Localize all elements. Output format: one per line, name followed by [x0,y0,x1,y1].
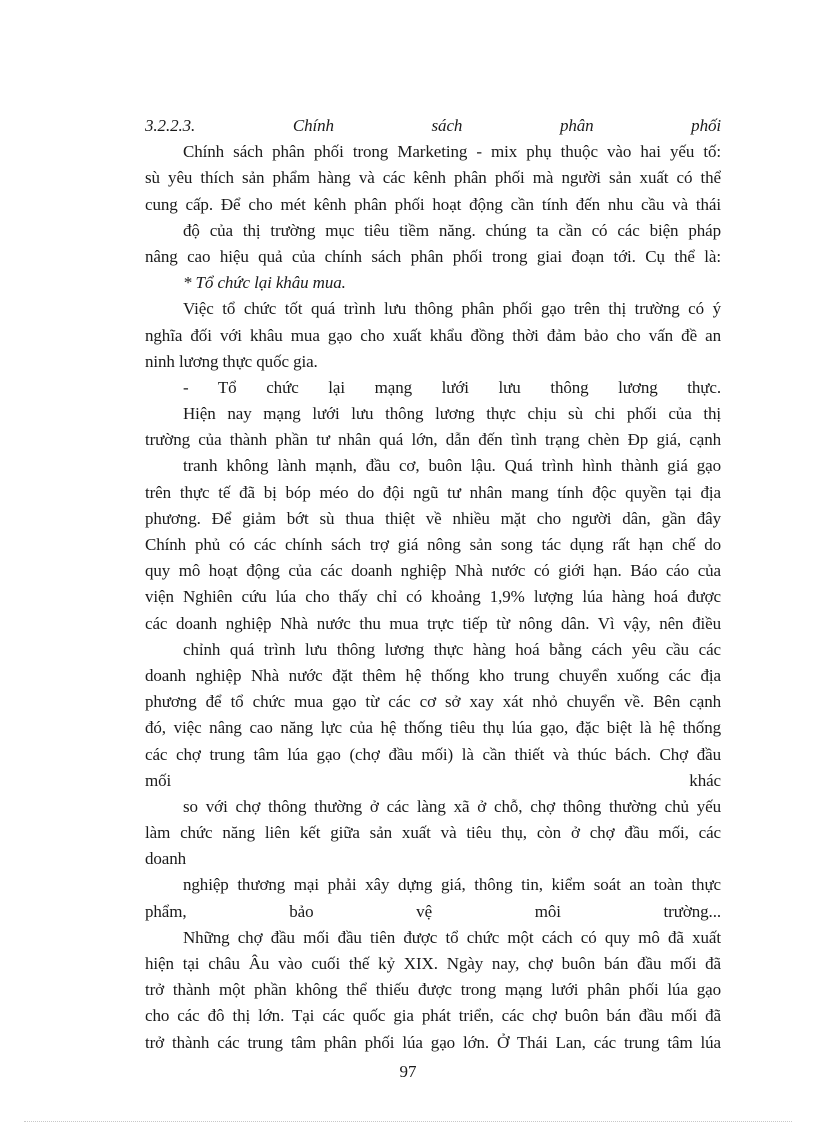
text-line: Việc tổ chức tốt quá trình lưu thông phân phối gạo trên thị trường có ý [183,299,721,319]
text-line: viện Nghiên cứu lúa cho thấy chỉ có khoảng 1,9% lượng lúa hàng hoá được [145,587,721,607]
text-line: làm chức năng liên kết giữa sản xuất và tiêu thụ, còn ở chợ đầu mối, các [145,823,721,843]
text-line: các doanh nghiệp Nhà nước thu mua trực tiếp từ nông dân. Vì vậy, nên điều [145,613,721,633]
text-line: chỉnh quá trình lưu thông lương thực hàng hoá bằng cách yêu cầu các [183,639,721,659]
text-line: tranh không lành mạnh, đầu cơ, buôn lậu. Quá trình hình thành giá gạo [183,456,721,476]
text-line: doanh nghiệp Nhà nước đặt thêm hệ thống kho trung chuyển xuống các địa [145,665,721,685]
footer-divider [24,1121,792,1122]
text-line: nghĩa đối với khâu mua gạo cho xuất khẩu đồng thời đảm bảo cho vấn đề an [145,325,721,345]
body-text [145,113,721,1056]
page-number: 97 [399,1062,417,1081]
text-line: Chính sách phân phối trong Marketing - mix phụ thuộc vào hai yếu tố: [183,142,721,162]
text-line: trở thành một phần không thể thiếu được trong mạng lưới phân phối lúa gạo [145,980,721,1000]
text-line: nghiệp thương mại phải xây dựng giá, thông tin, kiểm soát an toàn thực [183,875,721,895]
text-line: trở thành các trung tâm phân phối lúa gạo lớn. Ở Thái Lan, các trung tâm lúa [145,1032,721,1052]
text-line: quy mô hoạt động của các doanh nghiệp Nhà nước có giới hạn. Báo cáo của [145,561,721,581]
text-line: đó, việc nâng cao năng lực của hệ thống tiêu thụ lúa gạo, đặc biệt là hệ thống [145,718,721,738]
text-line: trường của thành phần tư nhân quá lớn, dẫn đến tình trạng chèn Ðp giá, cạnh [145,430,721,450]
text-line: các chợ trung tâm lúa gạo (chợ đầu mối) là cần thiết và thúc bách. Chợ đầu [145,744,721,764]
text-line: Chính phủ có các chính sách trợ giá nông sản song tác dụng rất hạn chế do [145,535,721,554]
text-line: mối khác [145,770,721,790]
text-line: phương. Để giảm bớt sù thua thiệt về nhiều mặt cho người dân, gần đây [145,508,721,528]
text-line: trên thực tế đã bị bóp méo do đội ngũ tư nhân mang tính độc quyền tại địa [145,482,721,502]
text-line: cung cấp. Để cho mét kênh phân phối hoạt động cần tính đến nhu cầu và thái [145,194,721,214]
text-line: nâng cao hiệu quả của chính sách phân phối trong giai đoạn tới. Cụ thể là: [145,246,721,266]
text-line: Hiện nay mạng lưới lưu thông lương thực chịu sù chi phối của thị [183,404,721,424]
text-line: cho các đô thị lớn. Tại các quốc gia phát triển, các chợ buôn bán đầu mối đã [145,1006,721,1026]
text-line: hiện tại châu Âu vào cuối thế kỷ XIX. Ngày nay, chợ buôn bán đầu mối đã [145,954,721,973]
text-line: phương để tổ chức mua gạo từ các cơ sở xay xát nhỏ chuyển về. Bên cạnh [145,692,721,712]
text-line: độ của thị trường mục tiêu tiềm năng. chúng ta cần có các biện pháp [183,220,721,240]
text-line: phẩm, bảo vệ môi trường... [145,901,721,921]
text-line: Những chợ đầu mối đầu tiên được tổ chức một cách có quy mô đã xuất [183,927,721,947]
text-line: - Tổ chức lại mạng lưới lưu thông lương thực. [183,377,721,397]
text-line: sù yêu thích sản phẩm hàng và các kênh phân phối mà người sản xuất có thể [145,168,721,188]
text-line: ninh lương thực quốc gia. [145,351,318,371]
section-heading: 3.2.2.3. Chính sách phân phối [145,116,721,135]
subheading-line: * Tổ chức lại khâu mua. [183,273,346,293]
text-line: doanh [145,849,187,869]
text-line: so với chợ thông thường ở các làng xã ở chỗ, chợ thông thường chủ yếu [183,796,721,816]
